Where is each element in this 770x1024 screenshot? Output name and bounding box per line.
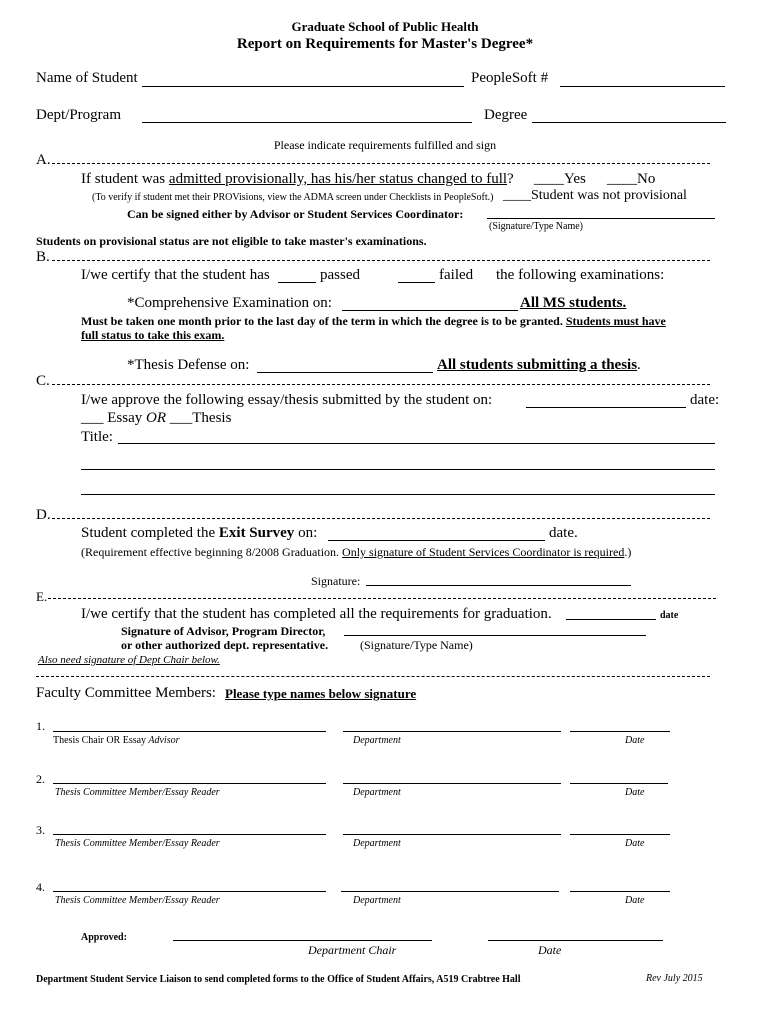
approved-label: Approved:	[81, 932, 127, 943]
faculty-row-2-role: Thesis Committee Member/Essay Reader	[55, 787, 220, 798]
faculty-row-4-role: Thesis Committee Member/Essay Reader	[55, 895, 220, 906]
advisor-sig-caption: (Signature/Type Name)	[360, 638, 473, 652]
comp-exam-date-field[interactable]	[342, 310, 518, 311]
faculty-row-3-number: 3.	[36, 823, 45, 837]
comp-exam-tag: All MS students.	[520, 295, 627, 311]
instruction: Please indicate requirements fulfilled and sign	[273, 138, 497, 152]
section-e-divider	[48, 598, 716, 599]
dept-chair-signature-line[interactable]	[173, 940, 432, 941]
essay-date-label: date:	[690, 392, 720, 408]
name-field[interactable]	[142, 86, 464, 87]
faculty-row-1-dept-caption: Department	[353, 735, 401, 746]
faculty-row-3-date[interactable]	[570, 834, 670, 835]
name-label: Name of Student	[36, 70, 138, 86]
school-name: Graduate School of Public Health	[291, 19, 479, 34]
graduation-certify-text: I/we certify that the student has completed all the requirements for graduation.	[81, 606, 552, 622]
no-option[interactable]: ____No	[607, 171, 656, 187]
exam-certify-text: I/we certify that the student has	[81, 267, 270, 283]
section-d-letter: D.	[36, 507, 51, 523]
section-a-signature-line[interactable]	[487, 218, 715, 219]
essay-approve-text: I/we approve the following essay/thesis submitted by the student on:	[81, 392, 493, 408]
section-a-divider	[52, 163, 710, 164]
faculty-row-3-role: Thesis Committee Member/Essay Reader	[55, 838, 220, 849]
faculty-row-3-date-caption: Date	[625, 838, 645, 849]
faculty-row-2-dept-caption: Department	[353, 787, 401, 798]
faculty-divider	[36, 676, 710, 677]
graduation-date-field[interactable]	[566, 619, 656, 620]
revision-date: Rev July 2015	[646, 973, 703, 984]
faculty-row-1-date-caption: Date	[625, 735, 645, 746]
section-b-letter: B.	[36, 249, 50, 265]
faculty-row-2-date-caption: Date	[625, 787, 645, 798]
section-e-letter: E.	[36, 589, 48, 604]
not-provisional-option[interactable]: ____Student was not provisional	[503, 188, 687, 203]
provisional-question: If student was admitted provisionally, has his/her status changed to full?	[81, 171, 514, 187]
dept-chair-date-caption: Date	[538, 943, 562, 957]
faculty-row-4-dept-caption: Department	[353, 895, 401, 906]
essay-submitted-date-field[interactable]	[526, 407, 686, 408]
faculty-row-2-date[interactable]	[570, 783, 668, 784]
section-a-sig-caption: (Signature/Type Name)	[489, 221, 583, 232]
dept-chair-note: Also need signature of Dept Chair below.	[38, 654, 220, 666]
degree-label: Degree	[484, 107, 528, 123]
section-a-letter: A.	[36, 152, 51, 168]
passed-blank[interactable]	[278, 282, 316, 283]
advisor-signature-label-1: Signature of Advisor, Program Director,	[121, 624, 326, 638]
exit-survey-text: Student completed the Exit Survey on:	[81, 525, 318, 541]
title-field-line-2[interactable]	[81, 469, 715, 470]
failed-label: failed	[439, 267, 474, 283]
faculty-label: Faculty Committee Members:	[36, 685, 216, 701]
verify-note: (To verify if student met their PROVisions, view the ADMA screen under Checklists in PeopleSoft.)	[92, 192, 494, 203]
signer-label: Can be signed either by Advisor or Student Services Coordinator:	[127, 207, 464, 221]
advisor-signature-line[interactable]	[344, 635, 646, 636]
failed-blank[interactable]	[398, 282, 435, 283]
passed-label: passed	[320, 267, 360, 283]
section-d-divider	[52, 518, 710, 519]
graduation-date-label: date	[660, 610, 679, 621]
comp-exam-label: *Comprehensive Examination on:	[127, 295, 332, 311]
faculty-row-2-department[interactable]	[343, 783, 561, 784]
section-d-signature-line[interactable]	[366, 585, 631, 586]
thesis-defense-label: *Thesis Defense on:	[127, 357, 250, 373]
following-exams-label: the following examinations:	[496, 267, 665, 283]
dept-label: Dept/Program	[36, 107, 121, 123]
dept-chair-caption: Department Chair	[308, 943, 397, 957]
provisional-note: Students on provisional status are not eligible to take master's examinations.	[36, 234, 427, 248]
essay-thesis-choice[interactable]: ___ Essay OR ___Thesis	[81, 410, 232, 426]
dept-field[interactable]	[142, 122, 472, 123]
faculty-row-1-number: 1.	[36, 719, 45, 733]
faculty-row-2-number: 2.	[36, 772, 45, 786]
yes-option[interactable]: ____Yes	[534, 171, 586, 187]
section-b-divider	[52, 260, 710, 261]
form-title: Report on Requirements for Master's Degree*	[236, 36, 534, 52]
exit-survey-requirement: (Requirement effective beginning 8/2008 Graduation. Only signature of Student Services Coordinator is required.)	[81, 545, 632, 559]
faculty-row-4-date[interactable]	[570, 891, 670, 892]
faculty-row-3-signature[interactable]	[53, 834, 326, 835]
title-field-line-1[interactable]	[118, 443, 715, 444]
faculty-row-3-department[interactable]	[343, 834, 561, 835]
title-field-line-3[interactable]	[81, 494, 715, 495]
faculty-row-4-signature[interactable]	[53, 891, 326, 892]
thesis-defense-tag: All students submitting a thesis.	[437, 357, 641, 373]
faculty-row-4-number: 4.	[36, 880, 45, 894]
exit-survey-date-field[interactable]	[328, 540, 545, 541]
faculty-row-1-role: Thesis Chair OR Essay Advisor	[53, 735, 180, 746]
section-c-divider	[52, 384, 710, 385]
faculty-row-1-date[interactable]	[570, 731, 670, 732]
thesis-defense-date-field[interactable]	[257, 372, 433, 373]
title-label: Title:	[81, 429, 113, 445]
faculty-row-4-date-caption: Date	[625, 895, 645, 906]
dept-chair-date-line[interactable]	[488, 940, 663, 941]
faculty-row-4-department[interactable]	[341, 891, 559, 892]
faculty-instruction: Please type names below signature	[225, 686, 417, 701]
advisor-signature-label-2: or other authorized dept. representative.	[121, 638, 329, 652]
faculty-row-1-signature[interactable]	[53, 731, 326, 732]
section-c-letter: C.	[36, 373, 50, 389]
peoplesoft-label: PeopleSoft #	[471, 70, 549, 86]
degree-field[interactable]	[532, 122, 726, 123]
peoplesoft-field[interactable]	[560, 86, 725, 87]
faculty-row-1-department[interactable]	[343, 731, 561, 732]
comp-exam-note-1: Must be taken one month prior to the last day of the term in which the degree is to be granted. Students must have	[81, 314, 666, 328]
footer-instruction: Department Student Service Liaison to send completed forms to the Office of Student Affairs, A519 Crabtree Hall	[36, 974, 521, 985]
comp-exam-note-2: full status to take this exam.	[81, 328, 225, 342]
faculty-row-3-dept-caption: Department	[353, 838, 401, 849]
faculty-row-2-signature[interactable]	[53, 783, 326, 784]
section-d-signature-label: Signature:	[311, 574, 361, 588]
exit-survey-date-label: date.	[549, 525, 578, 541]
